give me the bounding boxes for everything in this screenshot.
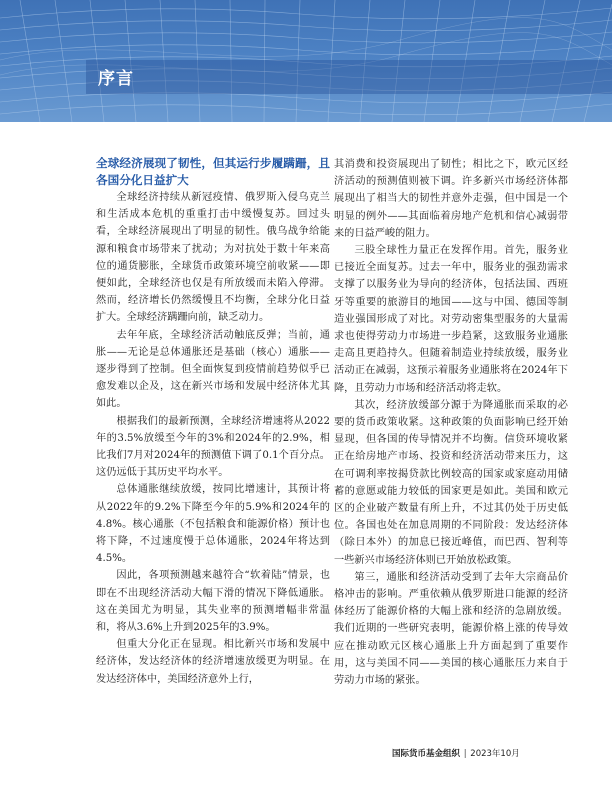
section-heading: 全球经济展现了韧性，但其运行步履蹒跚，且各国分化日益扩大 xyxy=(96,156,330,187)
paragraph: 三股全球性力量正在发挥作用。首先，服务业已接近全面复苏。过去一年中，服务业的强劲需求支撑了以服务业为导向的经济体，包括法国、西班牙等重要的旅游目的地国——这与中国、德国等制造业强国形成了对比。对劳动密集型服务的大量需求也使得劳动力市场进一步趋紧，这致服务业通胀走高且更趋持久。但随着制造业持续放缓，服务业活动正在减弱，这预示着服务业通胀将在2024年下降，且劳动力市场和经济活动将走软。 xyxy=(334,245,568,394)
left-column xyxy=(96,155,330,688)
paragraph: 全球经济持续从新冠疫情、俄罗斯入侵乌克兰和生活成本危机的重重打击中缓慢复苏。回过头看，全球经济展现出了明显的韧性。俄乌战争给能源和粮食市场带来了扰动；为对抗处于数十年来高位的通货膨胀，全球货币政策环境空前收紧——即便如此，全球经济也仅是有所放缓而未陷入停滞。然而，经济增长仍然缓慢且不均衡，全球分化日益扩大。全球经济蹒跚向前，缺乏动力。 xyxy=(96,192,330,324)
paragraph: 其次，经济放缓部分源于为降通胀而采取的必要的货币政策收紧。这种政策的负面影响已经开始显现，但各国的传导情况并不均衡。信贷环境收紧正在给房地产市场、投资和经济活动带来压力，这在可调利率按揭贷款比例较高的国家或家庭动用储蓄的意愿或能力较低的国家更是如此。美国和欧元区的企业破产数量有所上升，不过其仍处于历史低位。各国也处在加息周期的不同阶段：发达经济体（除日本外）的加息已接近峰值，而巴西、智利等一些新兴市场经济体则已开始放松政策。 xyxy=(334,399,568,566)
footer-date: 2023年10月 xyxy=(470,749,520,759)
paragraph: 但重大分化正在显现。相比新兴市场和发展中经济体，发达经济体的经济增速放缓更为明显。在发达经济体中，美国经济意外上行， xyxy=(96,639,330,685)
right-column xyxy=(334,156,568,689)
page-footer xyxy=(392,747,520,759)
paragraph: 去年年底，全球经济活动触底反弹；当前，通胀——无论是总体通胀还是基础（核心）通胀——逐步得到了控制。但全面恢复到疫情前趋势似乎已愈发难以企及，这在新兴市场和发展中经济体尤其如此。 xyxy=(96,329,330,410)
paragraph: 根据我们的最新预测，全球经济增速将从2022年的3.5%放缓至今年的3%和2024年的2.9%，相比我们7月对2024年的预测值下调了0.1个百分点。这仍远低于其历史平均水平。 xyxy=(96,415,330,479)
footer-separator: | xyxy=(463,749,467,759)
paragraph: 第三，通胀和经济活动受到了去年大宗商品价格冲击的影响。严重依赖从俄罗斯进口能源的经济体经历了能源价格的大幅上涨和经济的急剧放缓。我们近期的一些研究表明，能源价格上涨的传导效应在推动欧元区核心通胀上升方面起到了重要作用，这与美国不同——美国的核心通胀压力来自于劳动力市场的紧张。 xyxy=(334,571,568,687)
paragraph: 因此，各项预测越来越符合“软着陆”情景，也即在不出现经济活动大幅下滑的情况下降低通胀。这在美国尤为明显，其失业率的预测增幅非常温和，将从3.6%上升到2025年的3.9%。 xyxy=(96,570,330,634)
section-title-bar xyxy=(86,60,612,94)
paragraph: 其消费和投资展现出了韧性；相比之下，欧元区经济活动的预测值则被下调。许多新兴市场经济体都展现出了相当大的韧性并意外走强，但中国是一个明显的例外——其面临着房地产危机和信心减弱带来的日益严峻的阻力。 xyxy=(334,159,568,239)
section-title: 序言 xyxy=(98,69,134,89)
header-banner xyxy=(0,0,612,122)
paragraph: 总体通胀继续放缓，按同比增速计，其预计将从2022年的9.2%下降至今年的5.9%和2024年的4.8%。核心通胀（不包括粮食和能源价格）预计也将下降，不过速度慢于总体通胀，2024年将达到4.5%。 xyxy=(96,484,330,565)
footer-org: 国际货币基金组织 xyxy=(392,749,461,759)
